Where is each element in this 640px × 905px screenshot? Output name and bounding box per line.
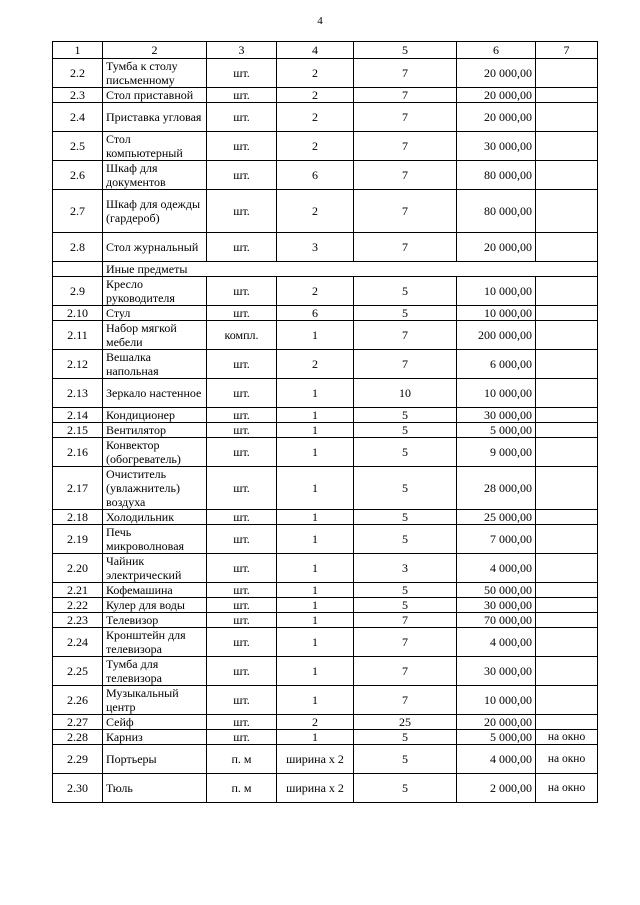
unit-of-measure-cell: шт. <box>207 598 277 613</box>
quantity-cell: 1 <box>277 423 354 438</box>
item-name-cell: Приставка угловая <box>103 103 207 132</box>
table-row <box>53 467 598 510</box>
quantity-cell: ширина х 2 <box>277 774 354 803</box>
note-cell <box>536 88 598 103</box>
price-cell: 25 000,00 <box>457 510 536 525</box>
note-cell <box>536 438 598 467</box>
note-cell <box>536 379 598 408</box>
quantity-cell: 1 <box>277 598 354 613</box>
note-cell <box>536 233 598 262</box>
quantity-cell: 2 <box>277 350 354 379</box>
row-number-cell: 2.10 <box>53 306 103 321</box>
row-number-cell: 2.27 <box>53 715 103 730</box>
service-life-cell: 7 <box>354 321 457 350</box>
column-header-2: 2 <box>103 42 207 59</box>
row-number-cell: 2.13 <box>53 379 103 408</box>
service-life-cell: 7 <box>354 613 457 628</box>
table-row <box>53 583 598 598</box>
unit-of-measure-cell: шт. <box>207 525 277 554</box>
price-cell: 50 000,00 <box>457 583 536 598</box>
quantity-cell: 1 <box>277 379 354 408</box>
service-life-cell: 5 <box>354 467 457 510</box>
quantity-cell: ширина х 2 <box>277 745 354 774</box>
quantity-cell: 1 <box>277 554 354 583</box>
row-number-cell: 2.9 <box>53 277 103 306</box>
service-life-cell: 7 <box>354 161 457 190</box>
price-cell: 20 000,00 <box>457 233 536 262</box>
service-life-cell: 7 <box>354 657 457 686</box>
table-row <box>53 438 598 467</box>
item-name-cell: Шкаф для одежды (гардероб) <box>103 190 207 233</box>
row-number-cell: 2.6 <box>53 161 103 190</box>
price-cell: 20 000,00 <box>457 59 536 88</box>
service-life-cell: 10 <box>354 379 457 408</box>
item-name-cell: Набор мягкой мебели <box>103 321 207 350</box>
row-number-cell: 2.7 <box>53 190 103 233</box>
table-row <box>53 554 598 583</box>
service-life-cell: 5 <box>354 438 457 467</box>
quantity-cell: 2 <box>277 59 354 88</box>
service-life-cell: 5 <box>354 525 457 554</box>
service-life-cell: 25 <box>354 715 457 730</box>
table-row <box>53 306 598 321</box>
unit-of-measure-cell: шт. <box>207 686 277 715</box>
quantity-cell: 2 <box>277 277 354 306</box>
table-body <box>53 42 598 803</box>
price-cell: 7 000,00 <box>457 525 536 554</box>
service-life-cell: 5 <box>354 408 457 423</box>
table-row <box>53 730 598 745</box>
unit-of-measure-cell: шт. <box>207 190 277 233</box>
table-row <box>53 408 598 423</box>
service-life-cell: 7 <box>354 350 457 379</box>
service-life-cell: 5 <box>354 745 457 774</box>
note-cell <box>536 613 598 628</box>
service-life-cell: 7 <box>354 686 457 715</box>
price-cell: 80 000,00 <box>457 161 536 190</box>
note-cell <box>536 423 598 438</box>
item-name-cell: Кондиционер <box>103 408 207 423</box>
item-name-cell: Кулер для воды <box>103 598 207 613</box>
item-name-cell: Карниз <box>103 730 207 745</box>
item-name-cell: Тумба к столу письменному <box>103 59 207 88</box>
row-number-cell: 2.25 <box>53 657 103 686</box>
price-cell: 200 000,00 <box>457 321 536 350</box>
table-row <box>53 423 598 438</box>
row-number-cell: 2.26 <box>53 686 103 715</box>
note-cell <box>536 628 598 657</box>
unit-of-measure-cell: шт. <box>207 103 277 132</box>
unit-of-measure-cell: шт. <box>207 730 277 745</box>
table-row <box>53 321 598 350</box>
price-cell: 5 000,00 <box>457 423 536 438</box>
unit-of-measure-cell: шт. <box>207 628 277 657</box>
note-cell <box>536 686 598 715</box>
quantity-cell: 1 <box>277 583 354 598</box>
table-row <box>53 103 598 132</box>
quantity-cell: 1 <box>277 408 354 423</box>
item-name-cell: Кофемашина <box>103 583 207 598</box>
service-life-cell: 7 <box>354 103 457 132</box>
note-cell: на окно <box>536 774 598 803</box>
row-number-cell: 2.22 <box>53 598 103 613</box>
note-cell <box>536 277 598 306</box>
item-name-cell: Шкаф для документов <box>103 161 207 190</box>
row-number-cell: 2.24 <box>53 628 103 657</box>
note-cell <box>536 306 598 321</box>
quantity-cell: 1 <box>277 686 354 715</box>
service-life-cell: 5 <box>354 598 457 613</box>
unit-of-measure-cell: шт. <box>207 613 277 628</box>
quantity-cell: 2 <box>277 132 354 161</box>
section-number-cell <box>53 262 103 277</box>
unit-of-measure-cell: шт. <box>207 59 277 88</box>
unit-of-measure-cell: шт. <box>207 423 277 438</box>
note-cell <box>536 525 598 554</box>
quantity-cell: 1 <box>277 657 354 686</box>
service-life-cell: 5 <box>354 510 457 525</box>
quantity-cell: 1 <box>277 321 354 350</box>
price-cell: 30 000,00 <box>457 408 536 423</box>
unit-of-measure-cell: шт. <box>207 350 277 379</box>
item-name-cell: Вентилятор <box>103 423 207 438</box>
quantity-cell: 1 <box>277 613 354 628</box>
service-life-cell: 7 <box>354 88 457 103</box>
table-row <box>53 686 598 715</box>
note-cell <box>536 598 598 613</box>
row-number-cell: 2.29 <box>53 745 103 774</box>
price-cell: 30 000,00 <box>457 598 536 613</box>
item-name-cell: Вешалка напольная <box>103 350 207 379</box>
items-table <box>52 41 598 803</box>
note-cell <box>536 132 598 161</box>
table-row <box>53 161 598 190</box>
note-cell <box>536 408 598 423</box>
price-cell: 2 000,00 <box>457 774 536 803</box>
table-row <box>53 715 598 730</box>
table-row <box>53 88 598 103</box>
item-name-cell: Тумба для телевизора <box>103 657 207 686</box>
unit-of-measure-cell: шт. <box>207 554 277 583</box>
row-number-cell: 2.4 <box>53 103 103 132</box>
quantity-cell: 1 <box>277 438 354 467</box>
section-title: Иные предметы <box>103 262 598 277</box>
table-row <box>53 233 598 262</box>
service-life-cell: 7 <box>354 190 457 233</box>
unit-of-measure-cell: шт. <box>207 161 277 190</box>
note-cell <box>536 715 598 730</box>
unit-of-measure-cell: шт. <box>207 132 277 161</box>
service-life-cell: 7 <box>354 59 457 88</box>
column-header-1: 1 <box>53 42 103 59</box>
column-header-5: 5 <box>354 42 457 59</box>
service-life-cell: 7 <box>354 628 457 657</box>
unit-of-measure-cell: шт. <box>207 277 277 306</box>
service-life-cell: 3 <box>354 554 457 583</box>
row-number-cell: 2.5 <box>53 132 103 161</box>
note-cell: на окно <box>536 745 598 774</box>
table-row <box>53 379 598 408</box>
item-name-cell: Кронштейн для телевизора <box>103 628 207 657</box>
service-life-cell: 7 <box>354 233 457 262</box>
row-number-cell: 2.16 <box>53 438 103 467</box>
service-life-cell: 5 <box>354 730 457 745</box>
quantity-cell: 2 <box>277 88 354 103</box>
price-cell: 5 000,00 <box>457 730 536 745</box>
table-row <box>53 745 598 774</box>
unit-of-measure-cell: п. м <box>207 745 277 774</box>
unit-of-measure-cell: шт. <box>207 583 277 598</box>
row-number-cell: 2.12 <box>53 350 103 379</box>
service-life-cell: 5 <box>354 423 457 438</box>
note-cell <box>536 59 598 88</box>
price-cell: 30 000,00 <box>457 132 536 161</box>
table-row <box>53 525 598 554</box>
unit-of-measure-cell: шт. <box>207 408 277 423</box>
quantity-cell: 1 <box>277 525 354 554</box>
quantity-cell: 1 <box>277 730 354 745</box>
note-cell <box>536 103 598 132</box>
table-row <box>53 350 598 379</box>
quantity-cell: 6 <box>277 306 354 321</box>
quantity-cell: 1 <box>277 467 354 510</box>
item-name-cell: Тюль <box>103 774 207 803</box>
item-name-cell: Холодильник <box>103 510 207 525</box>
column-header-7: 7 <box>536 42 598 59</box>
table-header-row <box>53 42 598 59</box>
price-cell: 70 000,00 <box>457 613 536 628</box>
item-name-cell: Печь микроволновая <box>103 525 207 554</box>
quantity-cell: 2 <box>277 715 354 730</box>
item-name-cell: Стол журнальный <box>103 233 207 262</box>
service-life-cell: 5 <box>354 583 457 598</box>
item-name-cell: Телевизор <box>103 613 207 628</box>
row-number-cell: 2.3 <box>53 88 103 103</box>
price-cell: 6 000,00 <box>457 350 536 379</box>
price-cell: 28 000,00 <box>457 467 536 510</box>
row-number-cell: 2.14 <box>53 408 103 423</box>
column-header-3: 3 <box>207 42 277 59</box>
row-number-cell: 2.17 <box>53 467 103 510</box>
item-name-cell: Кресло руководителя <box>103 277 207 306</box>
unit-of-measure-cell: шт. <box>207 88 277 103</box>
quantity-cell: 1 <box>277 510 354 525</box>
item-name-cell: Сейф <box>103 715 207 730</box>
price-cell: 10 000,00 <box>457 277 536 306</box>
service-life-cell: 7 <box>354 132 457 161</box>
item-name-cell: Портьеры <box>103 745 207 774</box>
item-name-cell: Очиститель (увлажнитель) воздуха <box>103 467 207 510</box>
row-number-cell: 2.23 <box>53 613 103 628</box>
row-number-cell: 2.15 <box>53 423 103 438</box>
table-row <box>53 510 598 525</box>
note-cell <box>536 350 598 379</box>
table-row <box>53 277 598 306</box>
row-number-cell: 2.28 <box>53 730 103 745</box>
unit-of-measure-cell: шт. <box>207 438 277 467</box>
unit-of-measure-cell: п. м <box>207 774 277 803</box>
note-cell <box>536 161 598 190</box>
table-row <box>53 628 598 657</box>
unit-of-measure-cell: шт. <box>207 467 277 510</box>
item-name-cell: Стол приставной <box>103 88 207 103</box>
item-name-cell: Чайник электрический <box>103 554 207 583</box>
unit-of-measure-cell: шт. <box>207 715 277 730</box>
unit-of-measure-cell: компл. <box>207 321 277 350</box>
table-row <box>53 59 598 88</box>
price-cell: 4 000,00 <box>457 554 536 583</box>
table-row <box>53 132 598 161</box>
row-number-cell: 2.30 <box>53 774 103 803</box>
item-name-cell: Стул <box>103 306 207 321</box>
price-cell: 10 000,00 <box>457 306 536 321</box>
note-cell <box>536 657 598 686</box>
price-cell: 30 000,00 <box>457 657 536 686</box>
row-number-cell: 2.20 <box>53 554 103 583</box>
row-number-cell: 2.2 <box>53 59 103 88</box>
unit-of-measure-cell: шт. <box>207 657 277 686</box>
quantity-cell: 2 <box>277 103 354 132</box>
quantity-cell: 2 <box>277 190 354 233</box>
item-name-cell: Конвектор (обогреватель) <box>103 438 207 467</box>
table-row <box>53 598 598 613</box>
item-name-cell: Стол компьютерный <box>103 132 207 161</box>
row-number-cell: 2.8 <box>53 233 103 262</box>
row-number-cell: 2.19 <box>53 525 103 554</box>
price-cell: 80 000,00 <box>457 190 536 233</box>
table-row <box>53 613 598 628</box>
price-cell: 20 000,00 <box>457 715 536 730</box>
service-life-cell: 5 <box>354 774 457 803</box>
service-life-cell: 5 <box>354 306 457 321</box>
unit-of-measure-cell: шт. <box>207 379 277 408</box>
price-cell: 4 000,00 <box>457 628 536 657</box>
unit-of-measure-cell: шт. <box>207 233 277 262</box>
column-header-4: 4 <box>277 42 354 59</box>
unit-of-measure-cell: шт. <box>207 510 277 525</box>
price-cell: 10 000,00 <box>457 686 536 715</box>
column-header-6: 6 <box>457 42 536 59</box>
table-row <box>53 657 598 686</box>
note-cell <box>536 467 598 510</box>
table-row <box>53 190 598 233</box>
note-cell <box>536 321 598 350</box>
note-cell <box>536 554 598 583</box>
row-number-cell: 2.18 <box>53 510 103 525</box>
row-number-cell: 2.11 <box>53 321 103 350</box>
table-row <box>53 774 598 803</box>
note-cell <box>536 510 598 525</box>
service-life-cell: 5 <box>354 277 457 306</box>
item-name-cell: Зеркало настенное <box>103 379 207 408</box>
quantity-cell: 3 <box>277 233 354 262</box>
price-cell: 10 000,00 <box>457 379 536 408</box>
row-number-cell: 2.21 <box>53 583 103 598</box>
price-cell: 4 000,00 <box>457 745 536 774</box>
item-name-cell: Музыкальный центр <box>103 686 207 715</box>
note-cell <box>536 583 598 598</box>
price-cell: 20 000,00 <box>457 88 536 103</box>
price-cell: 9 000,00 <box>457 438 536 467</box>
quantity-cell: 6 <box>277 161 354 190</box>
section-row <box>53 262 598 277</box>
price-cell: 20 000,00 <box>457 103 536 132</box>
note-cell: на окно <box>536 730 598 745</box>
unit-of-measure-cell: шт. <box>207 306 277 321</box>
page-number: 4 <box>317 15 323 27</box>
note-cell <box>536 190 598 233</box>
quantity-cell: 1 <box>277 628 354 657</box>
